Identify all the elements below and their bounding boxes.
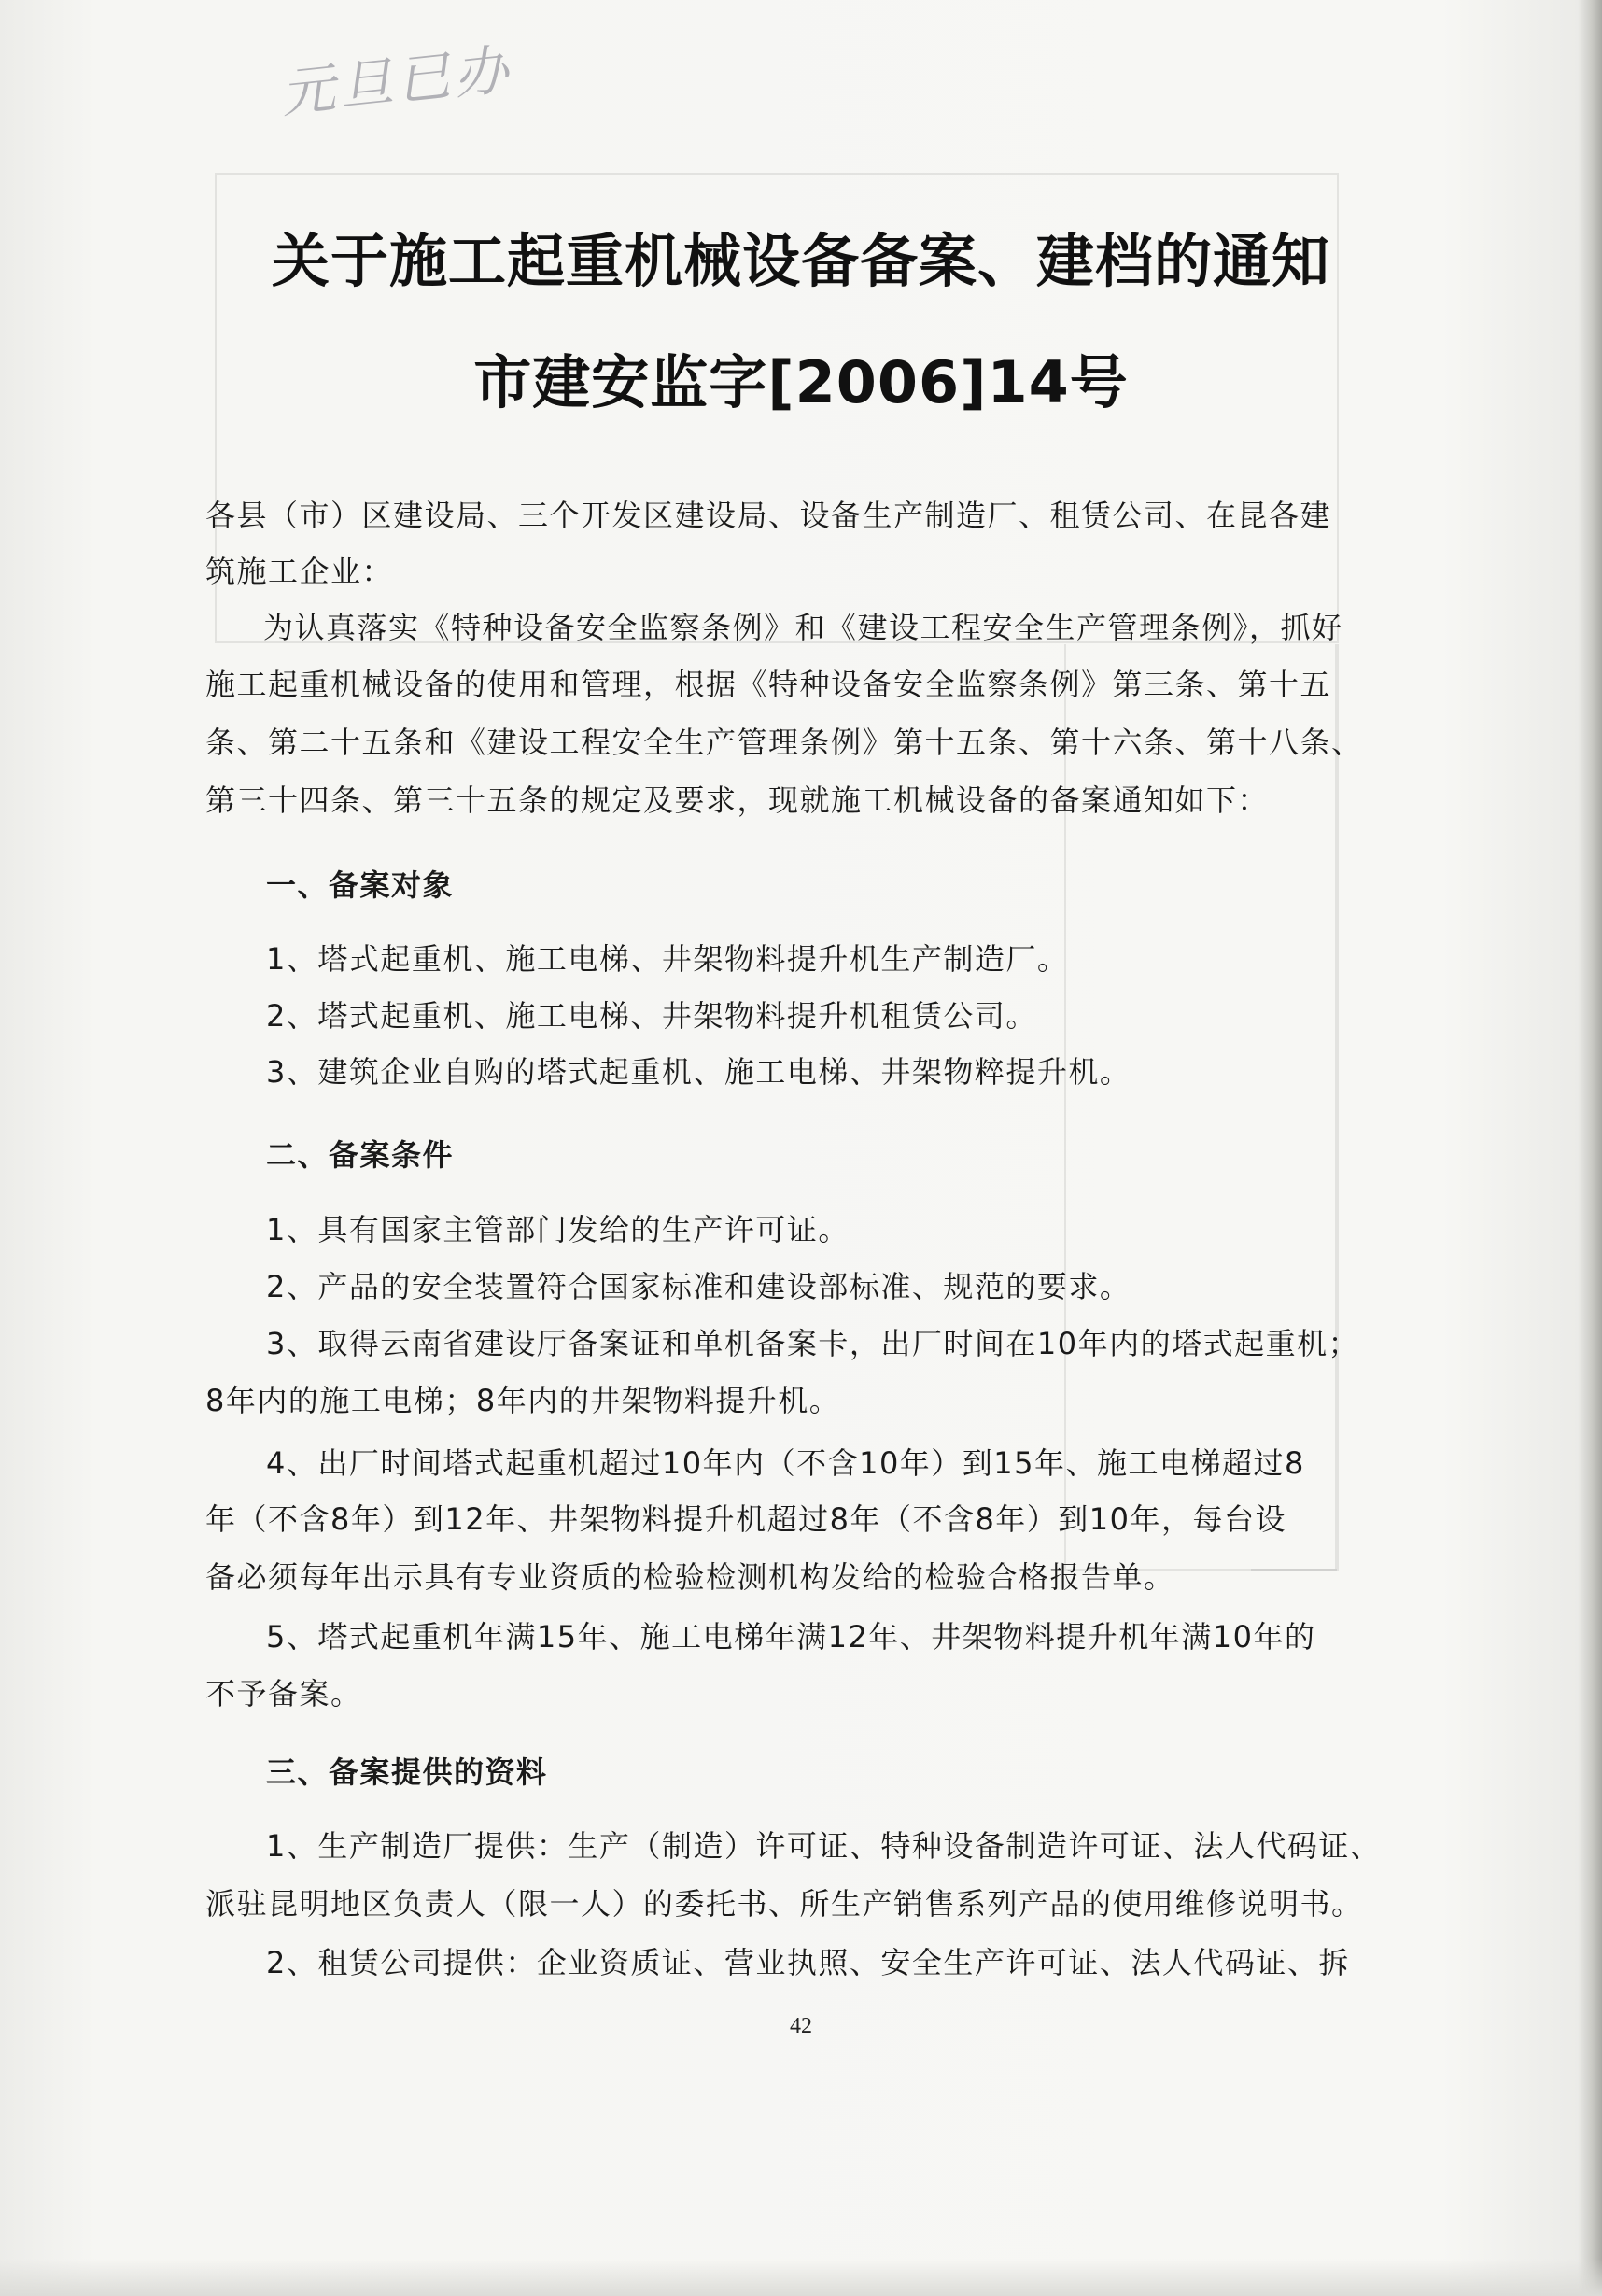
body-line: 2、产品的安全装置符合国家标准和建设部标准、规范的要求。 (266, 1269, 1131, 1304)
body-line: 施工起重机械设备的使用和管理，根据《特种设备安全监察条例》第三条、第十五 (205, 667, 1332, 702)
section-heading-conditions: 二、备案条件 (266, 1137, 455, 1173)
document-number: 市建安监字[2006]14号 (473, 348, 1129, 416)
body-line: 派驻昆明地区负责人（限一人）的委托书、所生产销售系列产品的使用维修说明书。 (205, 1886, 1363, 1922)
body-line: 3、建筑企业自购的塔式起重机、施工电梯、井架物粹提升机。 (266, 1054, 1131, 1090)
body-line: 2、塔式起重机、施工电梯、井架物料提升机租赁公司。 (266, 998, 1037, 1034)
body-line: 8年内的施工电梯；8年内的井架物料提升机。 (205, 1383, 841, 1418)
body-line: 1、塔式起重机、施工电梯、井架物料提升机生产制造厂。 (266, 941, 1069, 977)
body-line: 筑施工企业： (205, 554, 394, 589)
body-line: 年（不含8年）到12年、井架物料提升机超过8年（不含8年）到10年，每台设 (205, 1501, 1287, 1537)
body-line: 2、租赁公司提供：企业资质证、营业执照、安全生产许可证、法人代码证、拆 (266, 1945, 1350, 1980)
body-line: 第三十四条、第三十五条的规定及要求，现就施工机械设备的备案通知如下： (205, 782, 1270, 818)
scan-bottom-shadow (0, 2259, 1602, 2296)
page-number: 42 (790, 2014, 812, 2038)
body-line: 为认真落实《特种设备安全监察条例》和《建设工程安全生产管理条例》，抓好 (263, 610, 1343, 645)
body-line: 不予备案。 (205, 1676, 362, 1711)
body-line: 条、第二十五条和《建设工程安全生产管理条例》第十五条、第十六条、第十八条、 (205, 725, 1363, 760)
body-line: 各县（市）区建设局、三个开发区建设局、设备生产制造厂、租赁公司、在昆各建 (205, 498, 1332, 533)
document-title: 关于施工起重机械设备备案、建档的通知 (271, 227, 1330, 295)
body-line: 5、塔式起重机年满15年、施工电梯年满12年、井架物料提升机年满10年的 (266, 1619, 1316, 1655)
body-line: 4、出厂时间塔式起重机超过10年内（不含10年）到15年、施工电梯超过8 (266, 1445, 1305, 1481)
body-line: 1、具有国家主管部门发给的生产许可证。 (266, 1212, 850, 1247)
body-line: 备必须每年出示具有专业资质的检验检测机构发给的检验合格报告单。 (205, 1559, 1175, 1595)
scan-edge-shadow (1578, 0, 1602, 2296)
section-heading-objects: 一、备案对象 (266, 867, 455, 903)
body-line: 1、生产制造厂提供：生产（制造）许可证、特种设备制造许可证、法人代码证、 (266, 1828, 1382, 1864)
handwritten-note: 元旦已办 (277, 37, 515, 125)
section-heading-materials: 三、备案提供的资料 (266, 1754, 548, 1790)
body-line: 3、取得云南省建设厅备案证和单机备案卡，出厂时间在10年内的塔式起重机； (266, 1326, 1360, 1361)
